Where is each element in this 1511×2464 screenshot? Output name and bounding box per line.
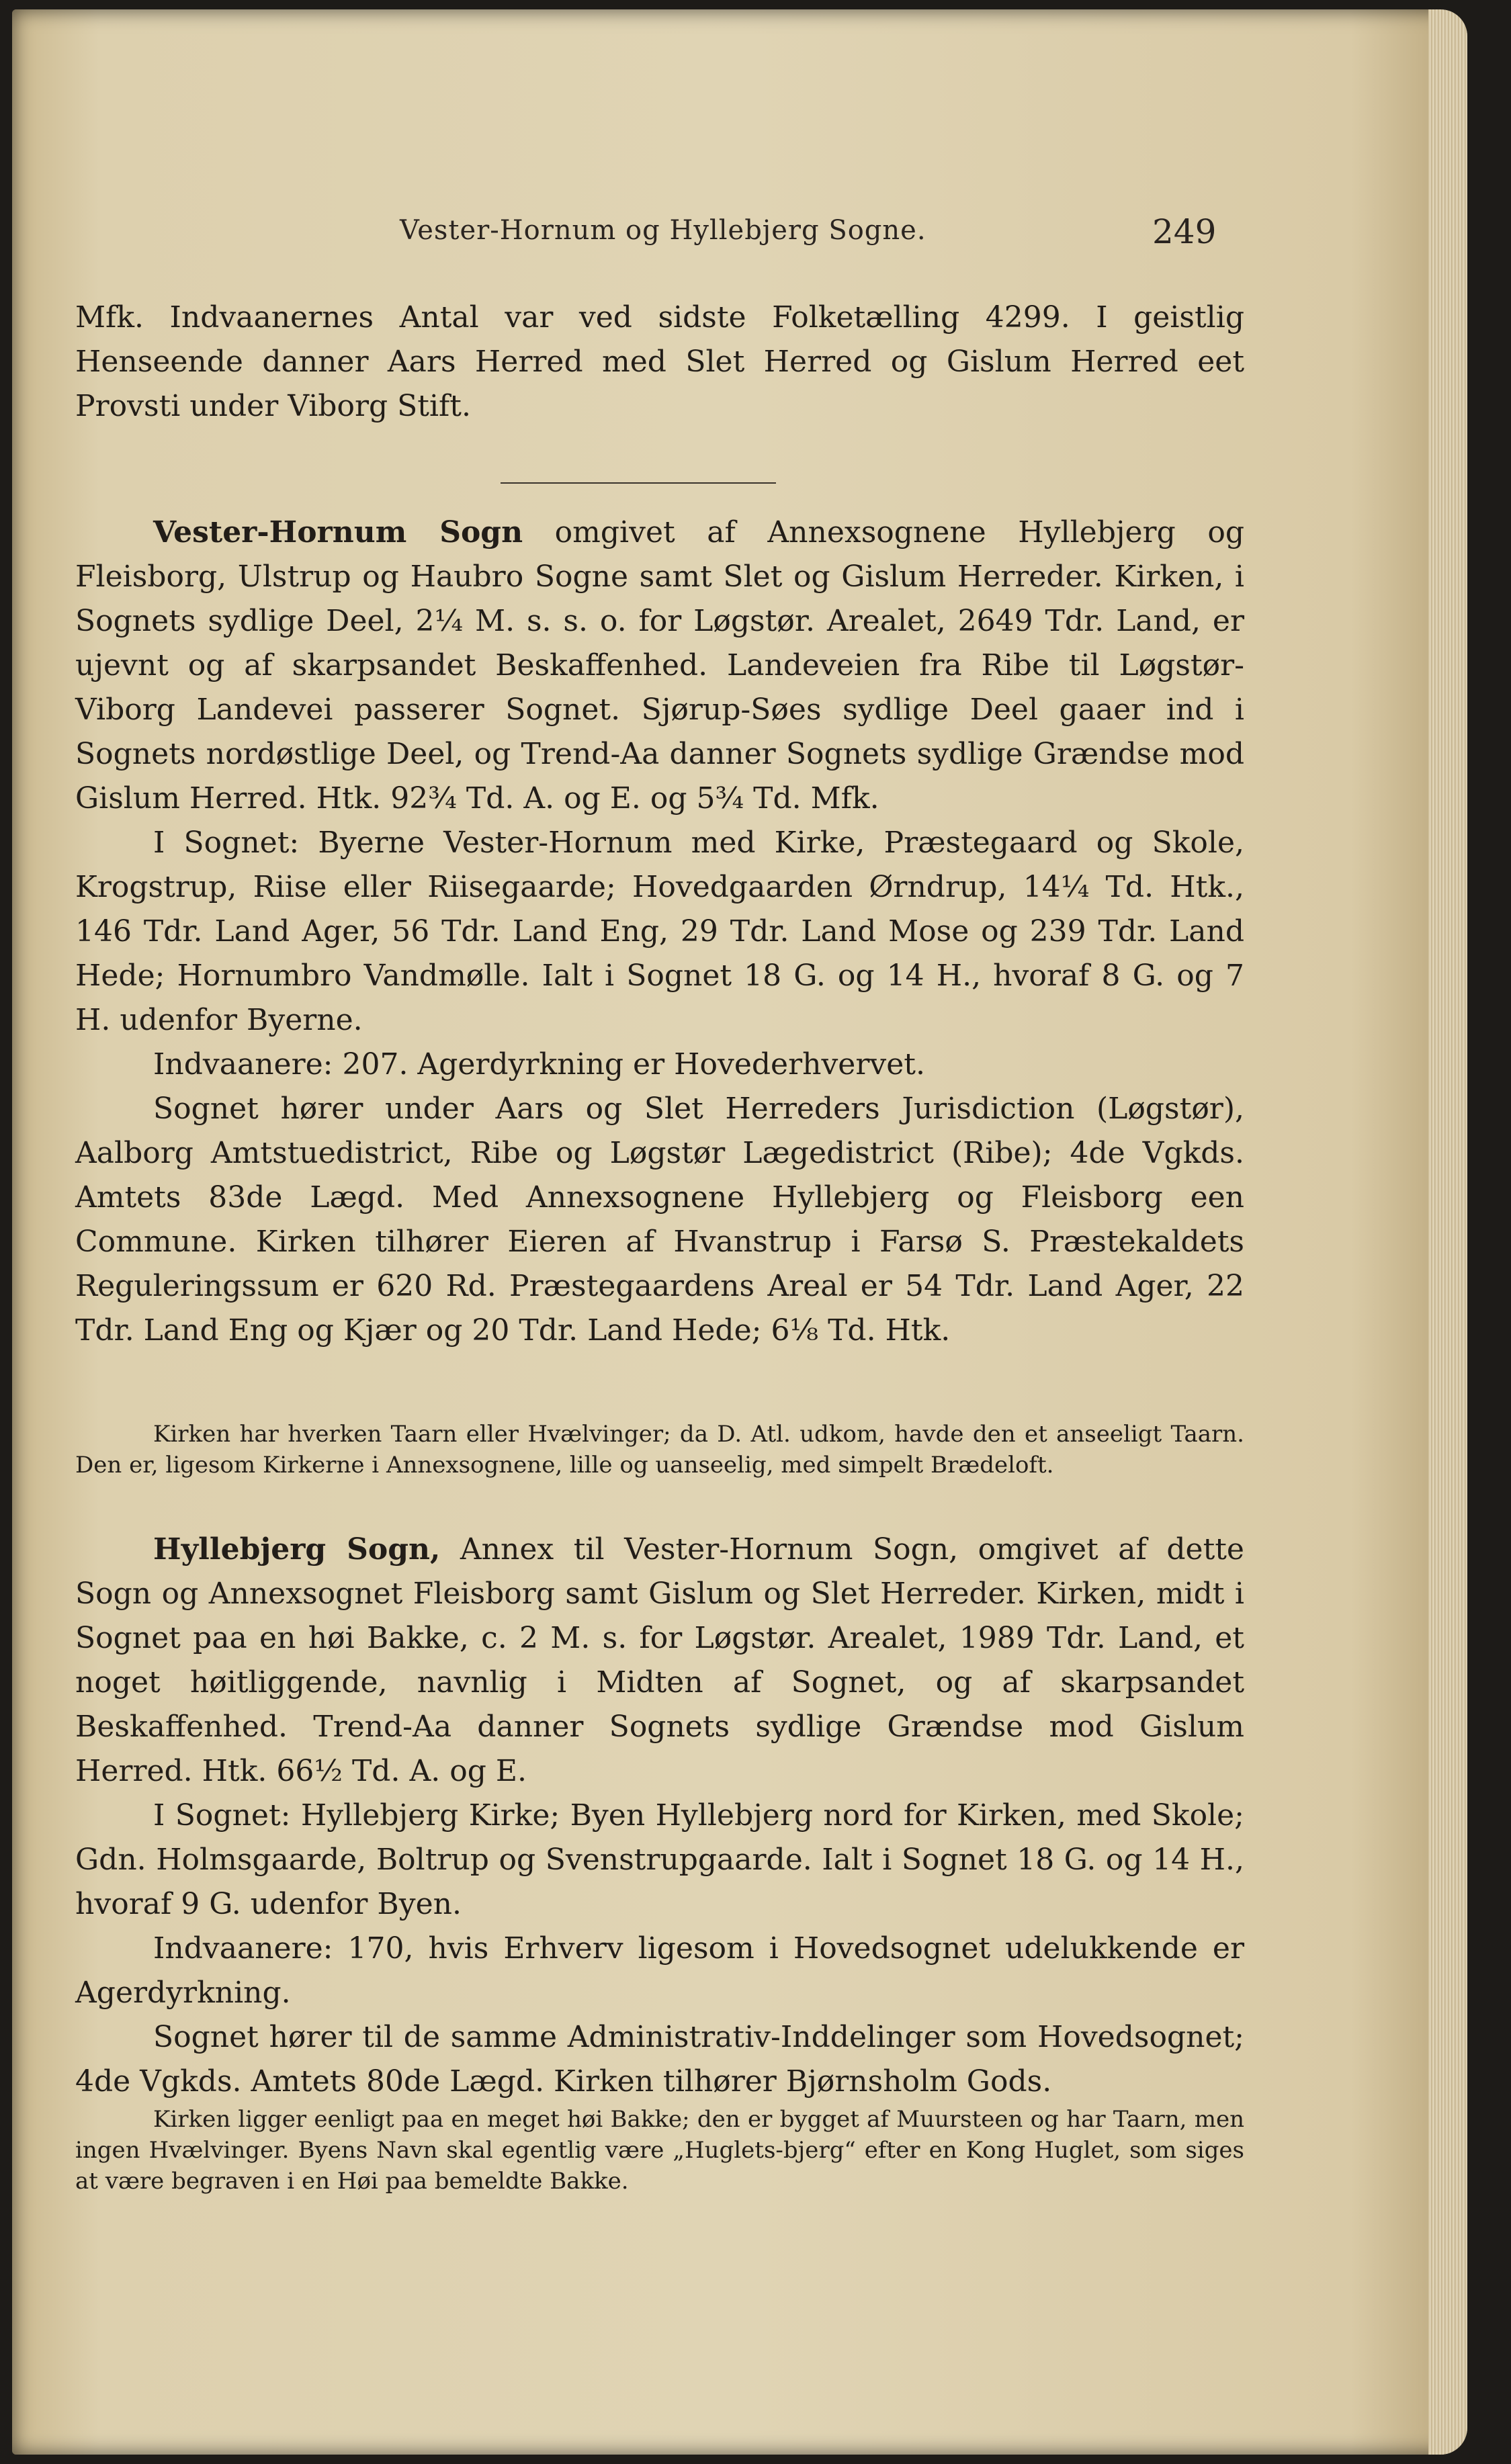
hyllebjerg-places: I Sognet: Hyllebjerg Kirke; Byen Hyllebjerg nord for Kirken, med Skole; Gdn. Holmsgaarde, Boltrup og Svenstrupgaarde. Ialt i Sognet 18 G. og 14 H., hvoraf 9 G. udenfor Byen. (75, 1798, 1244, 1921)
hyllebjerg-admin: Sognet hører til de samme Administrativ-Inddelinger som Hovedsognet; 4de Vgkds. Amtets 80de Lægd. Kirken tilhører Bjørnsholm Gods. (75, 2020, 1244, 2099)
vester-hornum-places: I Sognet: Byerne Vester-Hornum med Kirke, Præstegaard og Skole, Krogstrup, Riise eller Riisegaarde; Hovedgaarden Ørndrup, 14¼ Td. Htk., 146 Tdr. Land Ager, 56 Tdr. Land Eng, 29 Tdr. Land Mose og 239 Tdr. Land Hede; Hornumbro Vandmølle. Ialt i Sognet 18 G. og 14 H., hvoraf 8 G. og 7 H. udenfor Byerne. (75, 826, 1244, 1037)
hyllebjerg-inhabitants: Indvaanere: 170, hvis Erhverv ligesom i Hovedsognet udelukkende er Agerdyrkning. (75, 1931, 1244, 2010)
vester-hornum-footnote: Kirken har hverken Taarn eller Hvælvinger; da D. Atl. udkom, havde den et anseeligt Taarn. Den er, ligesom Kirkerne i Annexsognene, lille og uanseelig, med simpelt Brædeloft. (75, 1421, 1244, 1479)
section-divider (501, 482, 776, 484)
vester-hornum-intro-text: omgivet af Annexsognene Hyllebjerg og Fleisborg, Ulstrup og Haubro Sogne samt Slet og Gislum Herreder. Kirken, i Sognets sydlige Deel, 2¼ M. s. s. o. for Løgstør. Arealet, 2649 Tdr. Land, er ujevnt og af skarpsandet Beskaffenhed. Landeveien fra Ribe til Løgstør-Viborg Landevei passerer Sognet. Sjørup-Søes sydlige Deel gaaer ind i Sognets nordøstlige Deel, og Trend-Aa danner Sognets sydlige Grændse mod Gislum Herred. Htk. 92¾ Td. A. og E. og 5¾ Td. Mfk. (75, 515, 1244, 816)
page-edge (1428, 9, 1467, 2455)
page-number: 249 (1152, 212, 1217, 251)
vester-hornum-inhabitants: Indvaanere: 207. Agerdyrkning er Hovederhvervet. (153, 1047, 925, 1082)
running-head: Vester-Hornum og Hyllebjerg Sogne. (400, 215, 926, 246)
vester-hornum-admin: Sognet hører under Aars og Slet Herreders Jurisdiction (Løgstør), Aalborg Amtstuedistrict, Ribe og Løgstør Lægedistrict (Ribe); 4de Vgkds. Amtets 83de Lægd. Med Annexsognene Hyllebjerg og Fleisborg een Commune. Kirken tilhører Eieren af Hvanstrup i Farsø S. Præstekaldets Reguleringssum er 620 Rd. Præstegaardens Areal er 54 Tdr. Land Ager, 22 Tdr. Land Eng og Kjær og 20 Tdr. Land Hede; 6⅛ Td. Htk. (75, 1092, 1244, 1348)
hyllebjerg-intro-text: Annex til Vester-Hornum Sogn, omgivet af dette Sogn og Annexsognet Fleisborg samt Gislum og Slet Herreder. Kirken, midt i Sognet paa en høi Bakke, c. 2 M. s. for Løgstør. Arealet, 1989 Tdr. Land, et noget høitliggende, navnlig i Midten af Sognet, og af skarpsandet Beskaffenhed. Trend-Aa danner Sognets sydlige Grændse mod Gislum Herred. Htk. 66½ Td. A. og E. (75, 1532, 1244, 1788)
vester-hornum-intro (75, 511, 1244, 821)
hyllebjerg-footnote: Kirken ligger eenligt paa en meget høi Bakke; den er bygget af Muursteen og har Taarn, men ingen Hvælvinger. Byens Navn skal egentlig være „Huglets-bjerg“ efter en Kong Huglet, som siges at være begraven i en Høi paa bemeldte Bakke. (75, 2106, 1244, 2195)
hyllebjerg-title: Hyllebjerg Sogn, (153, 1532, 441, 1567)
vester-hornum-title: Vester-Hornum Sogn (153, 515, 523, 549)
continuation-paragraph: Mfk. Indvaanernes Antal var ved sidste Folketælling 4299. I geistlig Henseende danner Aars Herred med Slet Herred og Gislum Herred eet Provsti under Viborg Stift. (75, 300, 1244, 423)
hyllebjerg-intro (75, 1528, 1244, 1794)
